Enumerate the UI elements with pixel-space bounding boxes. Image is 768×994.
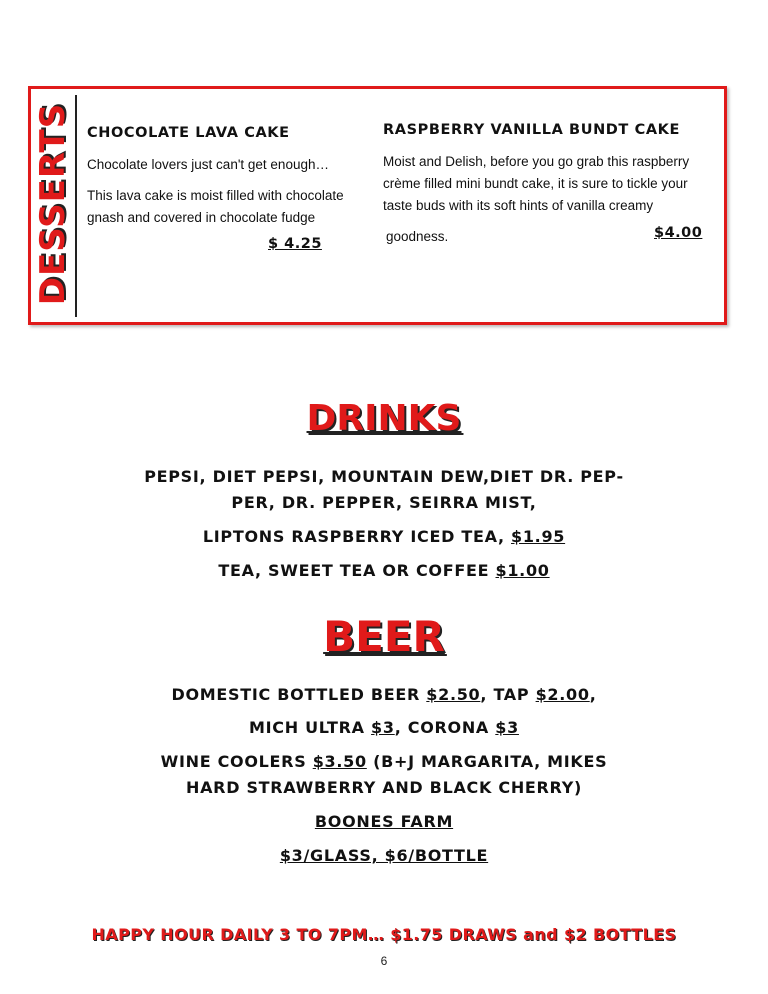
- drinks-item: TEA, SWEET TEA OR COFFEE: [218, 561, 496, 580]
- dessert-item-desc: Chocolate lovers just can't get enough…: [87, 157, 329, 172]
- dessert-item-price: $4.00: [654, 225, 703, 241]
- beer-item: ,: [589, 685, 597, 704]
- dessert-item-name: RASPBERRY VANILLA BUNDT CAKE: [383, 122, 680, 138]
- beer-line: [0, 812, 768, 831]
- beer-heading: BEER: [323, 612, 445, 661]
- drinks-line: [0, 527, 768, 546]
- drinks-item: LIPTONS RASPBERRY ICED TEA,: [202, 527, 511, 546]
- happy-hour-banner: HAPPY HOUR DAILY 3 TO 7PM… $1.75 DRAWS and $2 BOTTLES: [91, 925, 677, 944]
- dessert-item-price: $ 4.25: [268, 236, 322, 252]
- beer-price: $3: [495, 718, 519, 737]
- desserts-divider: [75, 95, 77, 317]
- beer-line: [0, 685, 768, 704]
- dessert-item-desc: crème filled mini bundt cake, it is sure to tickle your: [383, 176, 688, 191]
- beer-item: , CORONA: [394, 718, 496, 737]
- beer-line: HARD STRAWBERRY AND BLACK CHERRY): [186, 778, 582, 797]
- desserts-box: [28, 86, 727, 325]
- beer-item: MICH ULTRA: [249, 718, 372, 737]
- dessert-item-desc: Moist and Delish, before you go grab this raspberry: [383, 154, 690, 169]
- beer-price: $2.00: [535, 685, 590, 704]
- desserts-vertical-title: [33, 93, 73, 315]
- beer-line: [0, 718, 768, 737]
- page-number: 6: [380, 954, 388, 968]
- drinks-price: $1.00: [495, 561, 550, 580]
- drinks-line: PER, DR. PEPPER, SEIRRA MIST,: [231, 493, 537, 512]
- dessert-item-desc: taste buds with its soft hints of vanilla creamy: [383, 198, 654, 213]
- beer-item: DOMESTIC BOTTLED BEER: [171, 685, 427, 704]
- beer-item: (B+J MARGARITA, MIKES: [366, 752, 608, 771]
- drinks-line: [0, 561, 768, 580]
- drinks-heading: DRINKS: [306, 398, 462, 439]
- beer-price: $3/GLASS, $6/BOTTLE: [279, 846, 489, 865]
- drinks-price: $1.95: [511, 527, 566, 546]
- dessert-item-name: CHOCOLATE LAVA CAKE: [87, 125, 290, 141]
- beer-line: [0, 846, 768, 865]
- beer-price: $3: [371, 718, 395, 737]
- beer-line: [0, 752, 768, 771]
- beer-item: BOONES FARM: [314, 812, 454, 831]
- desserts-title: DESSERTS: [33, 102, 73, 306]
- beer-item: WINE COOLERS: [160, 752, 313, 771]
- drinks-line: PEPSI, DIET PEPSI, MOUNTAIN DEW,DIET DR. PEP-: [144, 467, 624, 486]
- beer-price: $2.50: [426, 685, 481, 704]
- dessert-item-desc: gnash and covered in chocolate fudge: [87, 210, 316, 225]
- dessert-item-desc: goodness.: [386, 229, 449, 244]
- dessert-item-desc: This lava cake is moist filled with chocolate: [87, 188, 344, 203]
- beer-item: , TAP: [480, 685, 536, 704]
- beer-price: $3.50: [312, 752, 367, 771]
